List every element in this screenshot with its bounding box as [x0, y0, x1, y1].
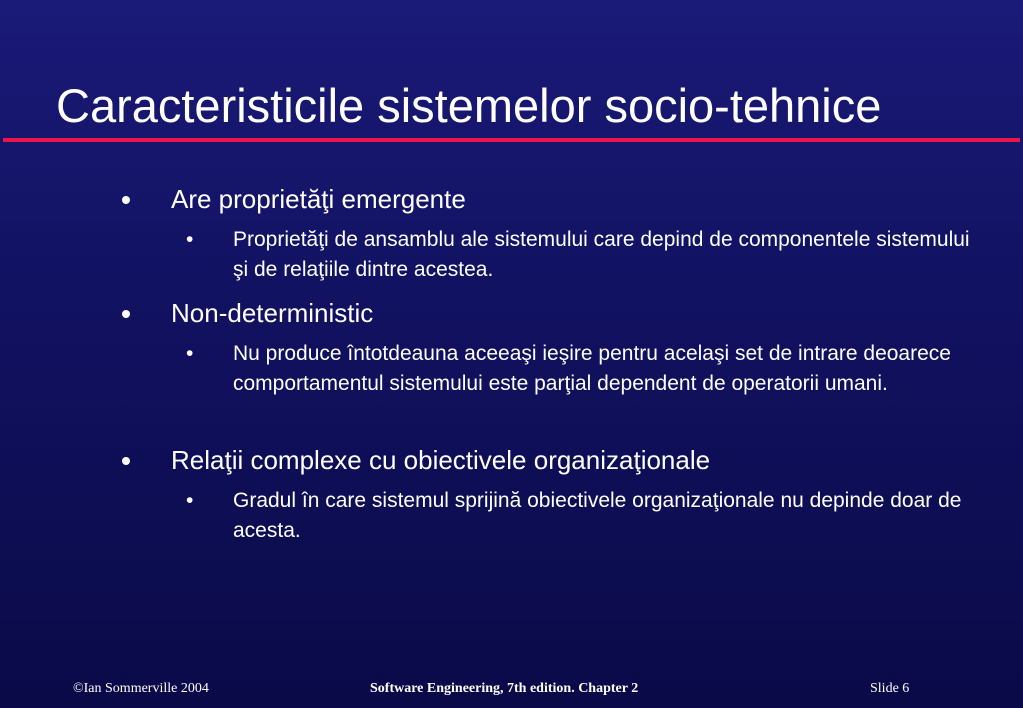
sub-bullet-text: Proprietăţi de ansamblu ale sistemului care depind de componentele sistemului şi de relaţiile dintre acestea.	[233, 228, 970, 281]
sub-bullet-icon: •	[186, 228, 194, 251]
bullet-dot-icon	[122, 457, 130, 465]
footer-copyright: ©Ian Sommerville 2004	[73, 681, 209, 696]
bullet-text: Are proprietăţi emergente	[171, 184, 466, 214]
bullet-dot-icon	[122, 196, 130, 204]
bullet-item	[171, 444, 710, 476]
sub-bullet-text: Gradul în care sistemul sprijină obiectivele organizaţionale nu depinde doar de acesta.	[233, 489, 962, 542]
bullet-text: Non-deterministic	[171, 298, 374, 328]
sub-bullet-item	[186, 225, 973, 285]
sub-bullet-item	[186, 486, 973, 546]
sub-bullet-text: Nu produce întotdeauna aceeaşi ieşire pentru acelaşi set de intrare deoarece comportamentul sistemului este parţial dependent de operatorii umani.	[233, 342, 951, 395]
sub-bullet-item	[186, 339, 973, 399]
sub-bullet-icon: •	[186, 342, 194, 365]
bullet-dot-icon	[122, 310, 130, 318]
sub-bullet-icon: •	[186, 489, 194, 512]
slide-title: Caracteristicile sistemelor socio-tehnice	[56, 79, 882, 132]
bullet-text: Relaţii complexe cu obiectivele organizaţionale	[171, 445, 711, 475]
footer-book-title: Software Engineering, 7th edition. Chapter 2	[370, 681, 639, 696]
footer-slide-number: Slide 6	[870, 681, 910, 696]
title-underline	[3, 138, 1020, 142]
bullet-item	[171, 183, 466, 215]
bullet-item	[171, 297, 373, 329]
